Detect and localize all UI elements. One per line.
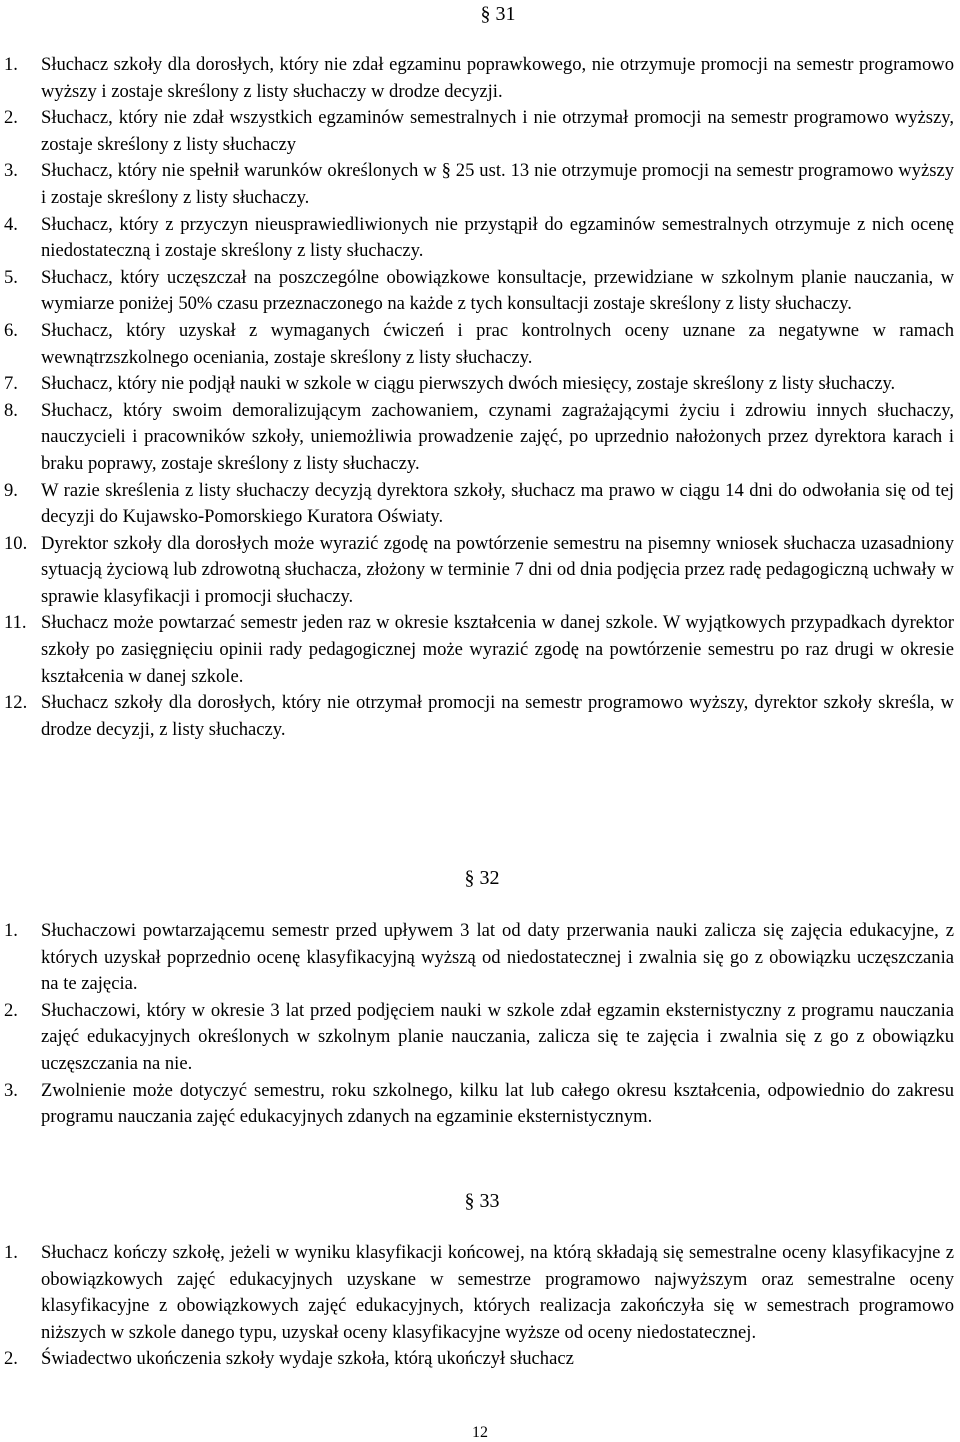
list-item bbox=[0, 158, 960, 211]
list-item bbox=[0, 318, 960, 371]
item-number: 7. bbox=[4, 373, 18, 395]
item-number: 3. bbox=[4, 1079, 18, 1101]
section-heading-text: § 32 bbox=[464, 867, 500, 889]
item-text: Słuchacz, który uczęszczał na poszczególne obowiązkowe konsultacje, przewidziane w szkolnym planie nauczania, w wymiarze poniżej 50% czasu przeznaczonego na każde z tych konsultacji zostaje skreślony z listy słuchaczy. bbox=[41, 266, 954, 315]
item-number: 1. bbox=[4, 1242, 18, 1263]
item-number: 1. bbox=[4, 54, 18, 75]
item-number: 9. bbox=[4, 479, 18, 501]
item-text: Słuchacz, który swoim demoralizującym zachowaniem, czynami zagrażającymi życiu i zdrowiu innych słuchaczy, nauczycieli i pracowników szkoły, uniemożliwia prowadzenie zajęć, po uprzednio nałożonych przez dyrektora karach i braku poprawy, zostaje skreślony z listy słuchaczy. bbox=[41, 399, 954, 474]
list-item bbox=[0, 918, 960, 998]
item-text: Słuchacz, który uzyskał z wymaganych ćwiczeń i prac kontrolnych oceny uznane za negatywne w ramach wewnątrzszkolnego oceniania, zostaje skreślony z listy słuchaczy. bbox=[41, 319, 954, 368]
section-heading-31 bbox=[0, 2, 960, 26]
list-item bbox=[0, 371, 960, 398]
page-number: 12 bbox=[472, 1424, 488, 1441]
item-number: 4. bbox=[4, 213, 18, 235]
section-32-list bbox=[0, 918, 960, 1131]
item-text: Słuchacz, który nie spełnił warunków określonych w § 25 ust. 13 nie otrzymuje promocji na semestr programowo wyższy i zostaje skreślony z listy słuchaczy. bbox=[41, 160, 954, 208]
list-item bbox=[0, 1078, 960, 1131]
item-text: Słuchaczowi, który w okresie 3 lat przed podjęciem nauki w szkole zdał egzamin eksternistyczny z programu nauczania zajęć edukacyjnych określonych w szkolnym planie nauczania, zalicza się te zajęcia i zwalnia się z go z obowiązku uczęszczania na nie. bbox=[41, 999, 954, 1074]
list-item bbox=[0, 478, 960, 531]
item-text: Słuchacz, który nie zdał wszystkich egzaminów semestralnych i nie otrzymał promocji na semestr programowo wyższy, zostaje skreślony z listy słuchaczy bbox=[41, 107, 954, 155]
section-heading-text: § 31 bbox=[480, 3, 516, 25]
item-text: Zwolnienie może dotyczyć semestru, roku szkolnego, kilku lat lub całego okresu kształcenia, odpowiednio do zakresu programu nauczania zajęć edukacyjnych zdanych na egzaminie eksternistycznym. bbox=[41, 1079, 954, 1128]
list-item bbox=[0, 690, 960, 743]
item-number: 2. bbox=[4, 1348, 18, 1370]
item-number: 6. bbox=[4, 319, 18, 341]
item-number: 2. bbox=[4, 999, 18, 1021]
item-text: Słuchacz może powtarzać semestr jeden raz w okresie kształcenia w danej szkole. W wyjątkowych przypadkach dyrektor szkoły po zasięgnięciu opinii rady pedagogicznej może wyrazić zgodę na powtórzenie semestru po raz drugi w okresie kształcenia w danej szkole. bbox=[41, 612, 954, 687]
section-heading-text: § 33 bbox=[464, 1190, 500, 1212]
item-number: 12. bbox=[4, 692, 28, 714]
item-number: 10. bbox=[4, 532, 28, 554]
item-text: Słuchaczowi powtarzającemu semestr przed upływem 3 lat od daty przerwania nauki zalicza się zajęcia edukacyjne, z których uzyskał poprzednio ocenę klasyfikacyjną wyższą od niedostatecznej i zwalnia się go z obowiązku uczęszczania na te zajęcia. bbox=[41, 920, 954, 995]
item-number: 3. bbox=[4, 160, 18, 182]
list-item bbox=[0, 998, 960, 1078]
item-number: 1. bbox=[4, 920, 18, 941]
item-text: Słuchacz, który nie podjął nauki w szkole w ciągu pierwszych dwóch miesięcy, zostaje skreślony z listy słuchaczy. bbox=[41, 373, 896, 395]
section-heading-32 bbox=[0, 866, 960, 890]
item-number: 8. bbox=[4, 399, 18, 421]
item-text: Słuchacz szkoły dla dorosłych, który nie otrzymał promocji na semestr programowo wyższy, dyrektor szkoły skreśla, w drodze decyzji, z listy słuchaczy. bbox=[41, 692, 954, 740]
section-33-list bbox=[0, 1240, 960, 1373]
section-31-list bbox=[0, 52, 960, 743]
list-item bbox=[0, 1240, 960, 1346]
item-text: Słuchacz, który z przyczyn nieusprawiedliwionych nie przystąpił do egzaminów semestralnych otrzymuje z nich ocenę niedostateczną i zostaje skreślony z listy słuchaczy. bbox=[41, 213, 954, 262]
list-item bbox=[0, 398, 960, 478]
list-item bbox=[0, 212, 960, 265]
item-text: Słuchacz szkoły dla dorosłych, który nie zdał egzaminu poprawkowego, nie otrzymuje promocji na semestr programowo wyższy i zostaje skreślony z listy słuchaczy w drodze decyzji. bbox=[41, 54, 954, 102]
section-heading-33 bbox=[0, 1189, 960, 1213]
item-text: Słuchacz kończy szkołę, jeżeli w wyniku klasyfikacji końcowej, na którą składają się semestralne oceny klasyfikacyjne z obowiązkowych zajęć edukacyjnych uzyskane w semestrze programowo najwyższym oraz semestralne oceny klasyfikacyjne z obowiązkowych zajęć edukacyjnych, których realizacja zakończyła się w semestrach programowo niższych w szkole danego typu, uzyskał oceny klasyfikacyjne wyższe od oceny niedostatecznej. bbox=[41, 1242, 954, 1343]
item-number: 11. bbox=[4, 612, 27, 634]
item-text: W razie skreślenia z listy słuchaczy decyzją dyrektora szkoły, słuchacz ma prawo w ciągu 14 dni do odwołania się od tej decyzji do Kujawsko-Pomorskiego Kuratora Oświaty. bbox=[41, 479, 954, 528]
list-item bbox=[0, 1346, 960, 1373]
list-item bbox=[0, 52, 960, 105]
list-item bbox=[0, 531, 960, 611]
list-item bbox=[0, 265, 960, 318]
item-number: 5. bbox=[4, 266, 18, 288]
item-number: 2. bbox=[4, 107, 18, 129]
item-text: Świadectwo ukończenia szkoły wydaje szkoła, którą ukończył słuchacz bbox=[41, 1348, 574, 1370]
list-item bbox=[0, 610, 960, 690]
item-text: Dyrektor szkoły dla dorosłych może wyrazić zgodę na powtórzenie semestru na pisemny wniosek słuchacza uzasadniony sytuacją życiową lub zdrowotną słuchacza, złożony w terminie 7 dni od dnia podjęcia przez radę pedagogiczną uchwały w sprawie klasyfikacji i promocji słuchaczy. bbox=[41, 532, 954, 607]
list-item bbox=[0, 105, 960, 158]
